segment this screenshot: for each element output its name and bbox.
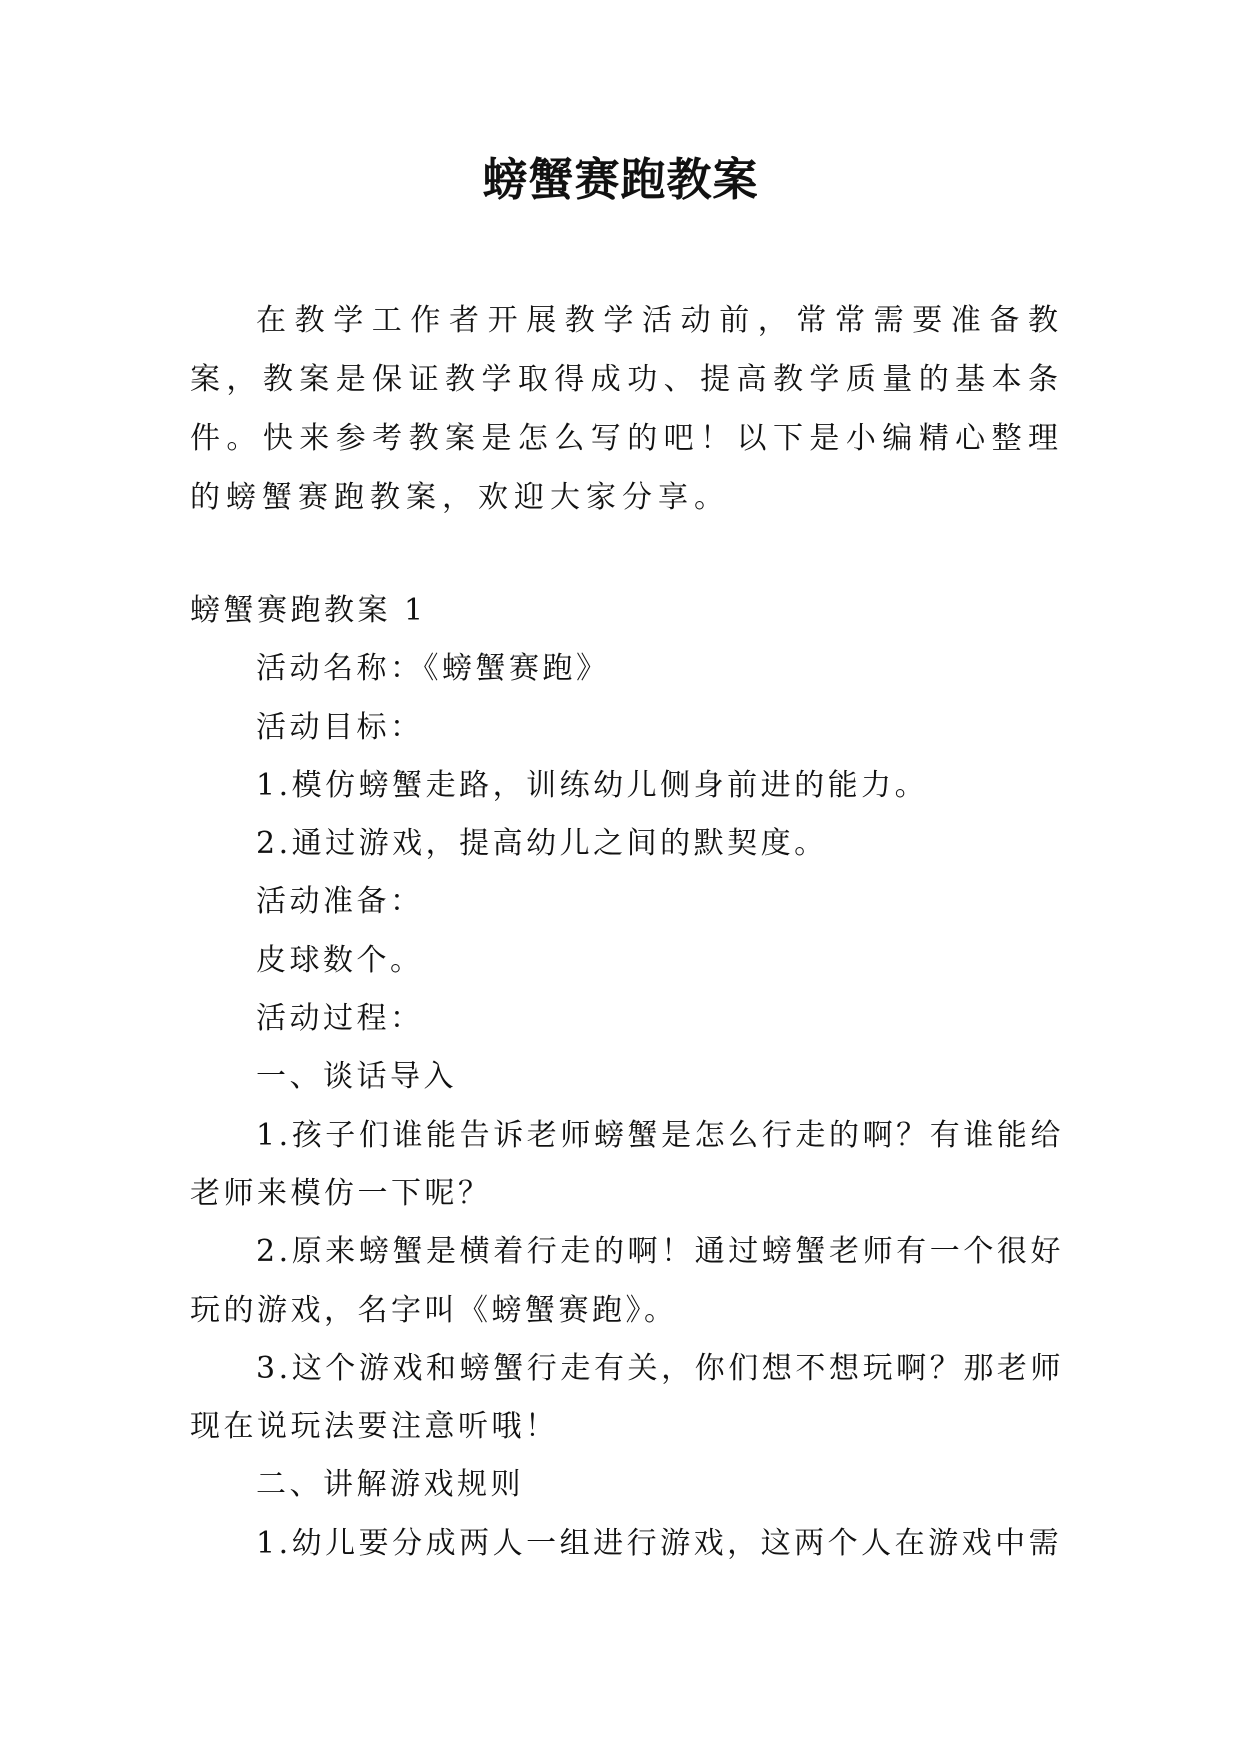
body-paragraph: 1.孩子们谁能告诉老师螃蟹是怎么行走的啊？有谁能给老师来模仿一下呢？ xyxy=(190,1117,1064,1211)
intro-paragraph: 在教学工作者开展教学活动前，常常需要准备教案，教案是保证教学取得成功、提高教学质量的基本条件。快来参考教案是怎么写的吧！以下是小编精心整理的螃蟹赛跑教案，欢迎大家分享。 xyxy=(190,303,1064,515)
body-paragraph: 2.原来螃蟹是横着行走的啊！通过螃蟹老师有一个很好玩的游戏，名字叫《螃蟹赛跑》。 xyxy=(190,1234,1064,1328)
body-paragraph: 一、谈话导入 xyxy=(256,1059,457,1095)
body-paragraph: 活动过程： xyxy=(256,1001,424,1037)
body-paragraph: 1.幼儿要分成两人一组进行游戏，这两个人在游戏中需 xyxy=(256,1525,1063,1561)
body-paragraph: 2.通过游戏，提高幼儿之间的默契度。 xyxy=(256,826,828,862)
body-paragraph: 活动准备： xyxy=(256,884,424,920)
document-body xyxy=(190,582,1064,1573)
body-paragraph: 活动目标： xyxy=(256,709,424,745)
body-paragraph: 皮球数个。 xyxy=(256,942,424,978)
body-paragraph: 1.模仿螃蟹走路，训练幼儿侧身前进的能力。 xyxy=(256,767,929,803)
body-paragraph: 二、讲解游戏规则 xyxy=(256,1467,524,1503)
body-paragraph: 活动名称：《螃蟹赛跑》 xyxy=(256,651,610,687)
body-paragraph: 3.这个游戏和螃蟹行走有关，你们想不想玩啊？那老师现在说玩法要注意听哦！ xyxy=(190,1350,1064,1445)
section-heading: 螃蟹赛跑教案 1 xyxy=(190,593,427,628)
document-title: 螃蟹赛跑教案 xyxy=(482,153,759,206)
